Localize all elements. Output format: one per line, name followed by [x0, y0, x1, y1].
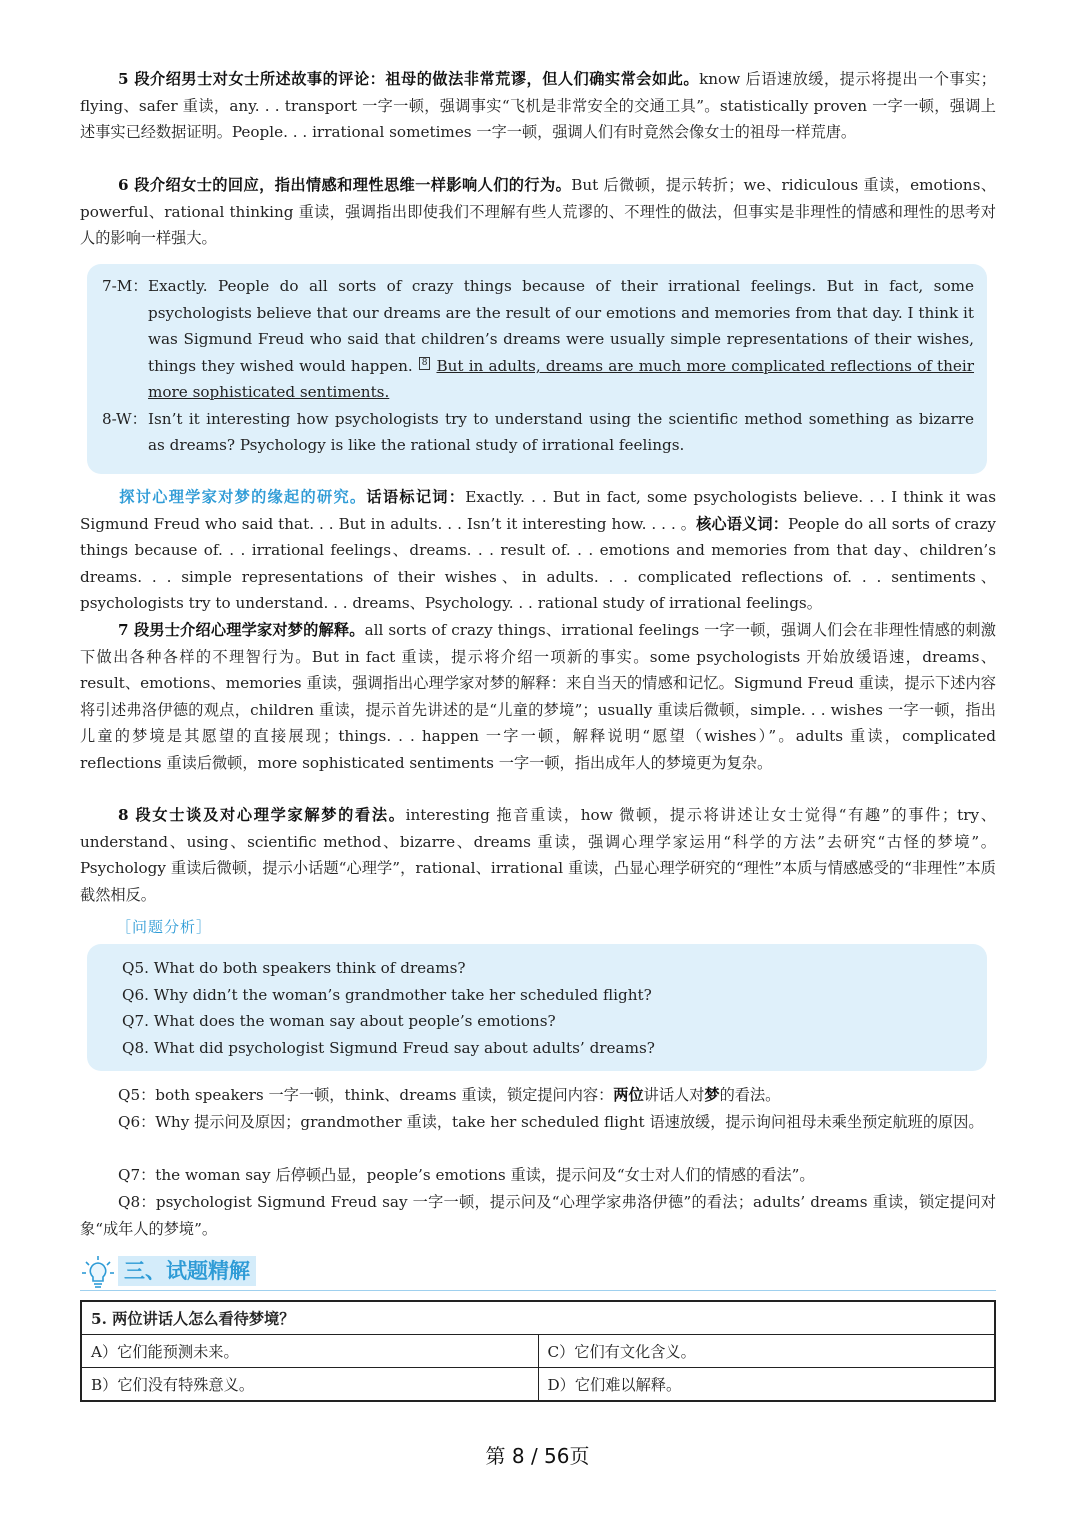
question-note-8 — [80, 1189, 996, 1242]
paragraph-5-body: know 后语速放缓，提示将提出一个事实；flying、safer 重读，any. . . transport 一字一顿，强调事实“飞机是非常安全的交通工具”。statistically proven 一字一顿，强调上述事实已经数据证明。People. . . irrational sometimes 一字一顿，强调人们有时竟然会像女士的祖母一样荒唐。 — [80, 70, 996, 141]
section-title: 三、试题精解 — [118, 1256, 256, 1286]
markers-label: 话语标记词： — [366, 488, 466, 506]
lightbulb-icon — [80, 1254, 116, 1290]
question-list — [122, 955, 655, 1061]
question-item: Q8. What did psychologist Sigmund Freud say about adults’ dreams? — [122, 1038, 655, 1057]
note-text: Q5：both speakers 一字一顿，think、dreams 重读，锁定提问内容： — [118, 1086, 614, 1104]
note-emphasis: 梦 — [704, 1086, 720, 1104]
dialogue — [102, 273, 974, 459]
paragraph-7-lead: 7 段男士介绍心理学家对梦的解释。 — [118, 621, 365, 639]
note-emphasis: 两位 — [613, 1086, 644, 1104]
note-text: 讲话人对 — [643, 1086, 705, 1104]
paragraph-5 — [80, 66, 996, 146]
core-words-label: 核心语义词： — [696, 514, 789, 533]
summary-topic: 探讨心理学家对梦的缘起的研究。 — [118, 488, 367, 506]
question-cell: 5. 两位讲话人怎么看待梦境？ — [81, 1301, 995, 1335]
summary-paragraph — [80, 484, 996, 617]
option-c: C）它们有文化含义。 — [538, 1335, 995, 1368]
markers-text: Exactly. . . But in fact, some psychologists believe. . . I think it was Sigmund Freud who said that. . . But in adults. . . Isn’t it interesting how. . . . 。 — [80, 488, 997, 533]
speaker-label: 7-M： — [102, 277, 148, 295]
paragraph-8-body: interesting 拖音重读，how 微顿，提示将讲述让女士觉得“有趣”的事件；try、understand、using、scientific method、bizarre、dreams 重读，强调心理学家运用“科学的方法”去研究“古怪的梦境”。Psychology 重读后微顿，提示小话题“心理学”，rational、irrational 重读，凸显心理学研究的“理性”本质与情感感受的“非理性”本质截然相反。 — [80, 806, 996, 904]
question-note-7 — [80, 1162, 996, 1189]
underlined-answer-text: But in adults, dreams are much more complicated reflections of their more sophisticated sentiments. — [148, 356, 975, 401]
section-header — [80, 1254, 996, 1291]
paragraph-5-lead: 5 段介绍男士对女士所述故事的评论：祖母的做法非常荒谬，但人们确实常会如此。 — [118, 70, 700, 88]
page-number: 第 8 / 56页 — [485, 1444, 590, 1468]
question-note-6 — [80, 1109, 996, 1136]
answer-marker: 8 — [419, 357, 431, 370]
option-d: D）它们难以解释。 — [538, 1368, 995, 1402]
note-text: 的看法。 — [719, 1086, 781, 1104]
dialogue-text: Isn’t it interesting how psychologists try to understand using the scientific method something as bizarre as dreams? Psychology is like the rational study of irrational feelings. — [148, 409, 974, 454]
paragraph-6-lead: 6 段介绍女士的回应，指出情感和理性思维一样影响人们的行为。 — [118, 176, 572, 194]
paragraph-6 — [80, 172, 996, 252]
question-item: Q6. Why didn’t the woman’s grandmother take her scheduled flight? — [122, 985, 652, 1004]
speaker-label: 8-W： — [102, 409, 147, 428]
paragraph-8 — [80, 802, 996, 908]
answer-table — [80, 1300, 996, 1402]
question-item: Q7. What does the woman say about people’s emotions? — [122, 1012, 556, 1030]
paragraph-8-lead: 8 段女士谈及对心理学家解梦的看法。 — [118, 806, 406, 824]
dialogue-line-8 — [102, 406, 974, 459]
option-a: A）它们能预测未来。 — [81, 1335, 538, 1368]
paragraph-6-body: But 后微顿，提示转折；we、ridiculous 重读，emotions、powerful、rational thinking 重读，强调指出即使我们不理解有些人荒谬的、不理性的做法，但事实是非理性的情感和理性的思考对人的影响一样强大。 — [80, 176, 996, 247]
paragraph-7-body: all sorts of crazy things、irrational feelings 一字一顿，强调人们会在非理性情感的刺激下做出各种各样的不理智行为。But in fact 重读，提示将介绍一项新的事实。some psychologists 开始放缓语速，dreams、result、emotions、memories 重读，强调指出心理学家对梦的解释：来自当天的情感和记忆。Sigmund Freud 重读，提示下述内容将引述弗洛伊德的观点，children 重读，提示首先讲述的是“儿童的梦境”；usually 重读后微顿，simple. . . wishes 一字一顿，指出儿童的梦境是其愿望的直接展现；things. . . happen 一字一顿，解释说明“愿望（wishes）”。adults 重读，complicated reflections 重读后微顿，more sophisticated sentiments 一字一顿，指出成年人的梦境更为复杂。 — [80, 621, 996, 772]
option-b: B）它们没有特殊意义。 — [81, 1368, 538, 1402]
note-text: Q6：Why 提示问及原因；grandmother 重读，take her scheduled flight 语速放缓，提示询问祖母未乘坐预定航班的原因。 — [118, 1113, 984, 1131]
core-words-text: People do all sorts of crazy things because of. . . irrational feelings、dreams. . . result of. . . emotions and memories from that day、children’s dreams. . . simple representations of their wishes、in adults. . . complicated reflections of. . . sentiments、psychologists try to understand. . . dreams、Psychology. . . rational study of irrational feelings。 — [80, 514, 996, 612]
paragraph-7 — [80, 617, 996, 776]
note-text: Q8：psychologist Sigmund Freud say 一字一顿，提示问及“心理学家弗洛伊德”的看法；adults’ dreams 重读，锁定提问对象“成年人的梦境”。 — [80, 1193, 996, 1238]
analysis-tag: ［问题分析］ — [116, 918, 213, 936]
dialogue-text: Exactly. People do all sorts of crazy things because of their irrational feelings. But in fact, some psychologists believe that our dreams are the result of our emotions and memories from that day. I think it was Sigmund Freud who said that children’s dreams were usually simple representations of their wishes, things they wished would happen. — [148, 277, 974, 375]
dialogue-line-7 — [102, 273, 974, 406]
question-note-5 — [80, 1082, 996, 1109]
question-item: Q5. What do both speakers think of dreams? — [122, 959, 466, 977]
note-text: Q7：the woman say 后停顿凸显，people’s emotions 重读，提示问及“女士对人们的情感的看法”。 — [118, 1166, 815, 1184]
